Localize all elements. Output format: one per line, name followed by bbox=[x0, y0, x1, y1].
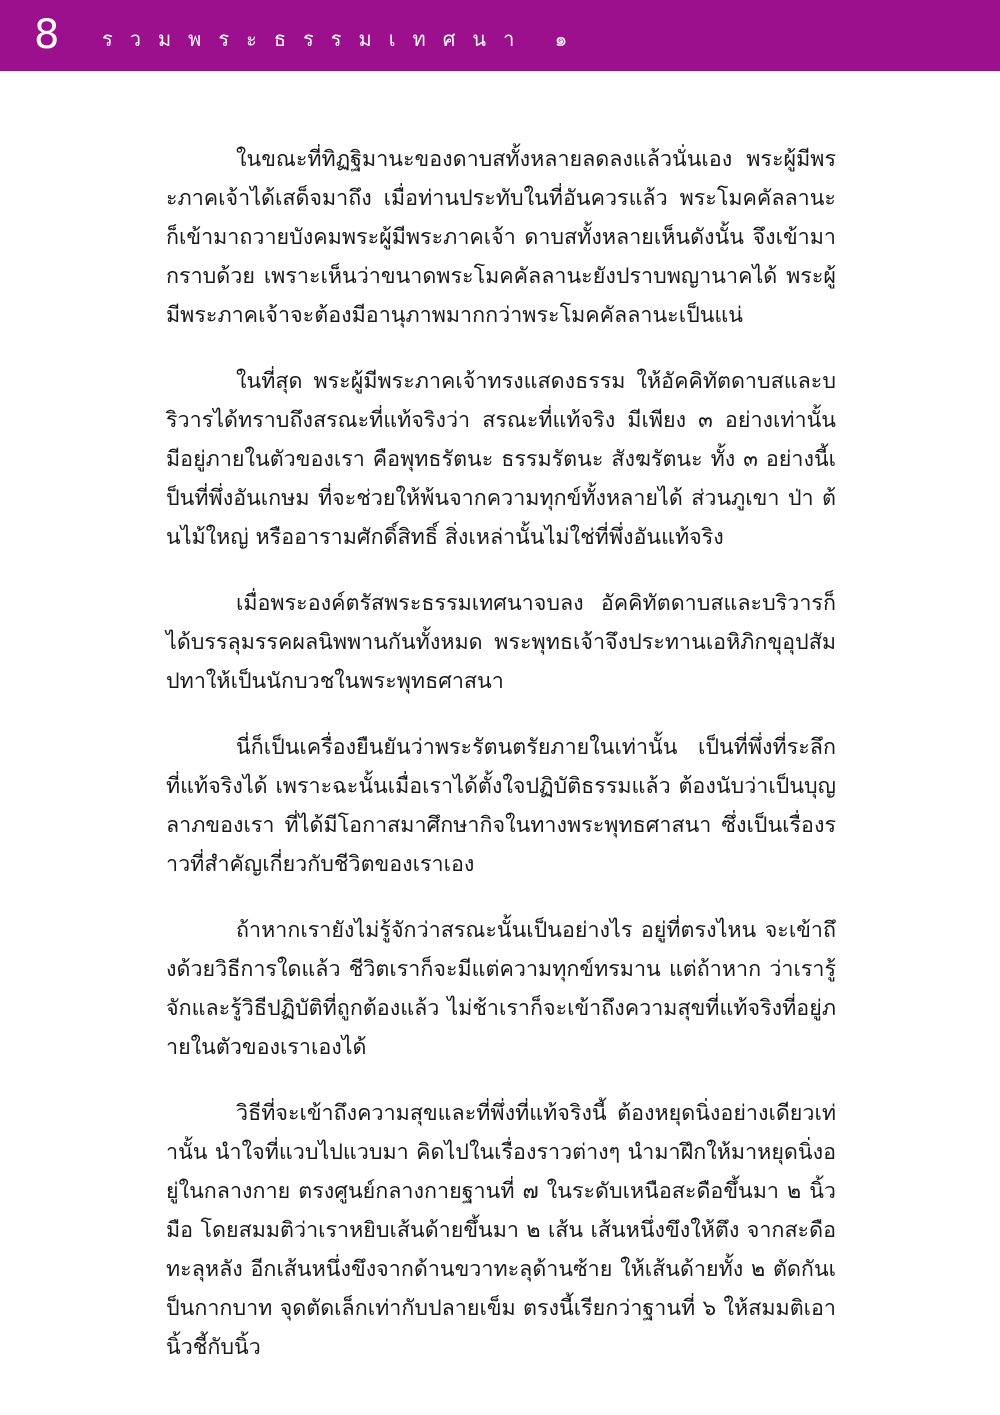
paragraph: เมื่อพระองค์ตรัสพระธรรมเทศนาจบลง อัคคิทัตดาบสและบริวารก็ได้บรรลุมรรคผลนิพพานกันทั้งหมด พระพุทธเจ้าจึงประทานเอหิภิกขุอุปสัมปทาให้เป็นนักบวชในพระพุทธศาสนา bbox=[166, 591, 836, 694]
paragraph: นี่ก็เป็นเครื่องยืนยันว่าพระรัตนตรัยภายในเท่านั้น เป็นที่พึ่งที่ระลึกที่แท้จริงได้ เพราะฉะนั้นเมื่อเราได้ตั้งใจปฏิบัติธรรมแล้ว ต้องนับว่าเป็นบุญลาภของเรา ที่ได้มีโอกาสมาศึกษากิจในทางพระพุทธศาสนา ซึ่งเป็นเรื่องราวที่สำคัญเกี่ยวกับชีวิตของเราเอง bbox=[166, 735, 836, 877]
body-text bbox=[166, 140, 836, 1394]
paragraph: ถ้าหากเรายังไม่รู้จักว่าสรณะนั้นเป็นอย่างไร อยู่ที่ตรงไหน จะเข้าถึงด้วยวิธีการใดแล้ว ชีวิตเราก็จะมีแต่ความทุกข์ทรมาน แต่ถ้าหาก ว่าเรารู้จักและรู้วิธีปฏิบัติที่ถูกต้องแล้ว ไม่ช้าเราก็จะเข้าถึงความสุขที่แท้จริงที่อยู่ภายในตัวของเราเองได้ bbox=[166, 918, 836, 1060]
book-title: รวมพระธรรมเทศนา ๑ bbox=[102, 27, 585, 51]
page-number: 8 bbox=[34, 12, 60, 58]
paragraph: ในที่สุด พระผู้มีพระภาคเจ้าทรงแสดงธรรม ให้อัคคิทัตดาบสและบริวารได้ทราบถึงสรณะที่แท้จริงว่า สรณะที่แท้จริง มีเพียง ๓ อย่างเท่านั้น มีอยู่ภายในตัวของเรา คือพุทธรัตนะ ธรรมรัตนะ สังฆรัตนะ ทั้ง ๓ อย่างนี้เป็นที่พึ่งอันเกษม ที่จะช่วยให้พ้นจากความทุกข์ทั้งหลายได้ ส่วนภูเขา ป่า ต้นไม้ใหญ่ หรืออารามศักดิ์สิทธิ์ สิ่งเหล่านั้นไม่ใช่ที่พึ่งอันแท้จริง bbox=[166, 369, 836, 550]
header-bar bbox=[0, 0, 1000, 71]
paragraph: วิธีที่จะเข้าถึงความสุขและที่พึ่งที่แท้จริงนี้ ต้องหยุดนิ่งอย่างเดียวเท่านั้น นำใจที่แวบไปแวบมา คิดไปในเรื่องราวต่างๆ นำมาฝึกให้มาหยุดนิ่งอยู่ในกลางกาย ตรงศูนย์กลางกายฐานที่ ๗ ในระดับเหนือสะดือขึ้นมา ๒ นิ้วมือ โดยสมมติว่าเราหยิบเส้นด้ายขึ้นมา ๒ เส้น เส้นหนึ่งขึงให้ตึง จากสะดือทะลุหลัง อีกเส้นหนึ่งขึงจากด้านขวาทะลุด้านซ้าย ให้เส้นด้ายทั้ง ๒ ตัดกันเป็นกากบาท จุดตัดเล็กเท่ากับปลายเข็ม ตรงนี้เรียกว่าฐานที่ ๖ ให้สมมติเอานิ้วชี้กับนิ้ว bbox=[166, 1101, 836, 1360]
paragraph: ในขณะที่ทิฏฐิมานะของดาบสทั้งหลายลดลงแล้วนั่นเอง พระผู้มีพระภาคเจ้าได้เสด็จมาถึง เมื่อท่านประทับในที่อันควรแล้ว พระโมคคัลลานะก็เข้ามาถวายบังคมพระผู้มีพระภาคเจ้า ดาบสทั้งหลายเห็นดังนั้น จึงเข้ามากราบด้วย เพราะเห็นว่าขนาดพระโมคคัลลานะยังปราบพญานาคได้ พระผู้มีพระภาคเจ้าจะต้องมีอานุภาพมากกว่าพระโมคคัลลานะเป็นแน่ bbox=[166, 147, 836, 328]
